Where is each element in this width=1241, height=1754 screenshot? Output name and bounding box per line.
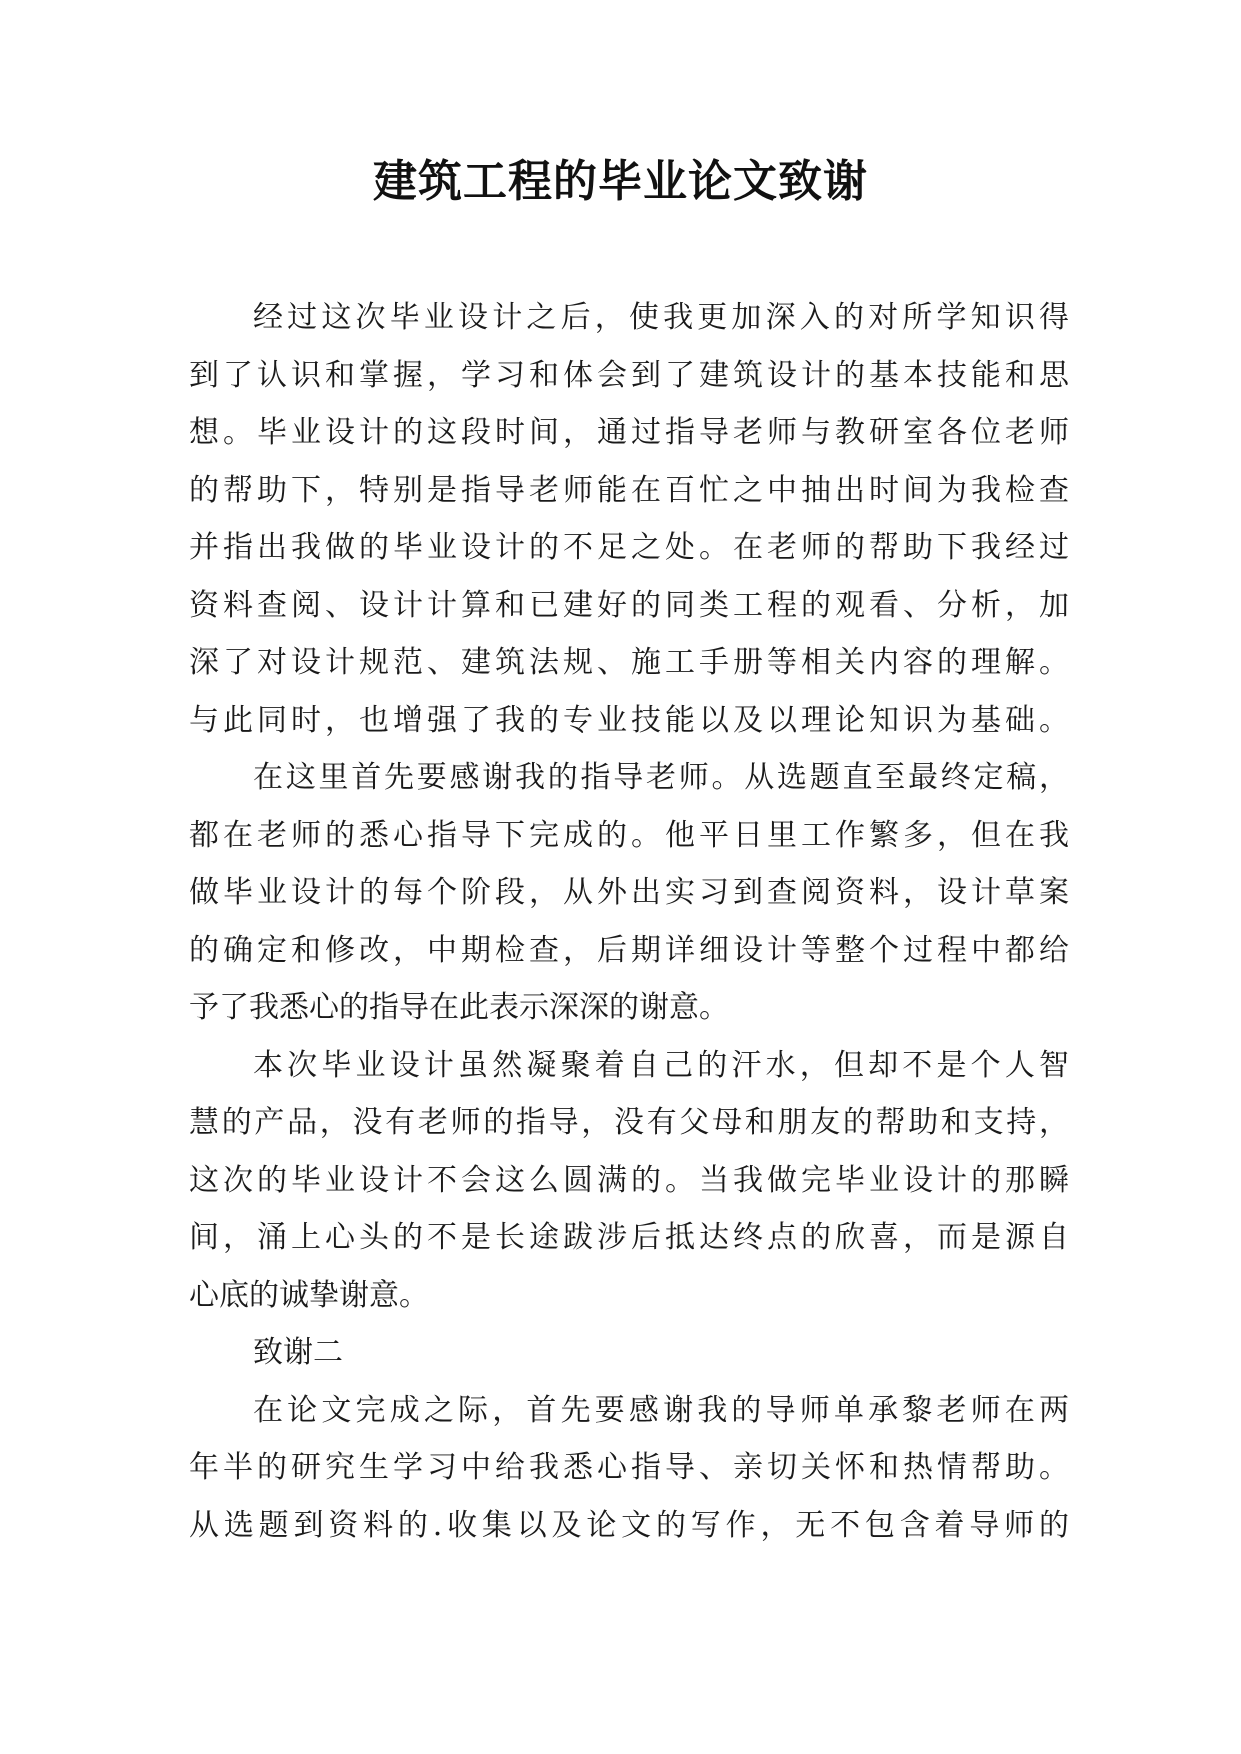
text-line: 年半的研究生学习中给我悉心指导、亲切关怀和热情帮助。 — [189, 1450, 1069, 1485]
text-line: 经过这次毕业设计之后，使我更加深入的对所学知识得 — [253, 300, 1069, 335]
text-line: 资料查阅、设计计算和已建好的同类工程的观看、分析，加 — [189, 587, 1069, 623]
text-line: 心底的诚挚谢意。 — [189, 1277, 429, 1313]
text-line: 予了我悉心的指导在此表示深深的谢意。 — [189, 990, 729, 1025]
document-body — [189, 289, 1069, 1554]
text-line: 本次毕业设计虽然凝聚着自己的汗水，但却不是个人智 — [253, 1047, 1069, 1083]
text-line: 做毕业设计的每个阶段，从外出实习到查阅资料，设计草案 — [189, 875, 1069, 910]
text-line: 并指出我做的毕业设计的不足之处。在老师的帮助下我经过 — [189, 530, 1069, 565]
text-line: 慧的产品，没有老师的指导，没有父母和朋友的帮助和支持， — [189, 1105, 1069, 1140]
text-line: 深了对设计规范、建筑法规、施工手册等相关内容的理解。 — [189, 645, 1069, 680]
text-line: 的帮助下，特别是指导老师能在百忙之中抽出时间为我检查 — [189, 472, 1069, 508]
text-line: 与此同时，也增强了我的专业技能以及以理论知识为基础。 — [189, 702, 1069, 738]
text-line: 这次的毕业设计不会这么圆满的。当我做完毕业设计的那瞬 — [189, 1162, 1069, 1198]
text-line: 到了认识和掌握，学习和体会到了建筑设计的基本技能和思 — [189, 357, 1069, 393]
text-line: 在论文完成之际，首先要感谢我的导师单承黎老师在两 — [253, 1392, 1069, 1428]
text-line: 致谢二 — [253, 1335, 343, 1370]
text-line: 想。毕业设计的这段时间，通过指导老师与教研室各位老师 — [189, 415, 1069, 450]
text-line: 从选题到资料的.收集以及论文的写作，无不包含着导师的 — [189, 1507, 1069, 1543]
text-line: 都在老师的悉心指导下完成的。他平日里工作繁多，但在我 — [189, 817, 1069, 853]
text-line: 在这里首先要感谢我的指导老师。从选题直至最终定稿， — [253, 760, 1069, 795]
text-line: 的确定和修改，中期检查，后期详细设计等整个过程中都给 — [189, 932, 1069, 968]
text-line: 间，涌上心头的不是长途跋涉后抵达终点的欣喜，而是源自 — [189, 1220, 1069, 1255]
document-title: 建筑工程的毕业论文致谢 — [373, 156, 868, 207]
